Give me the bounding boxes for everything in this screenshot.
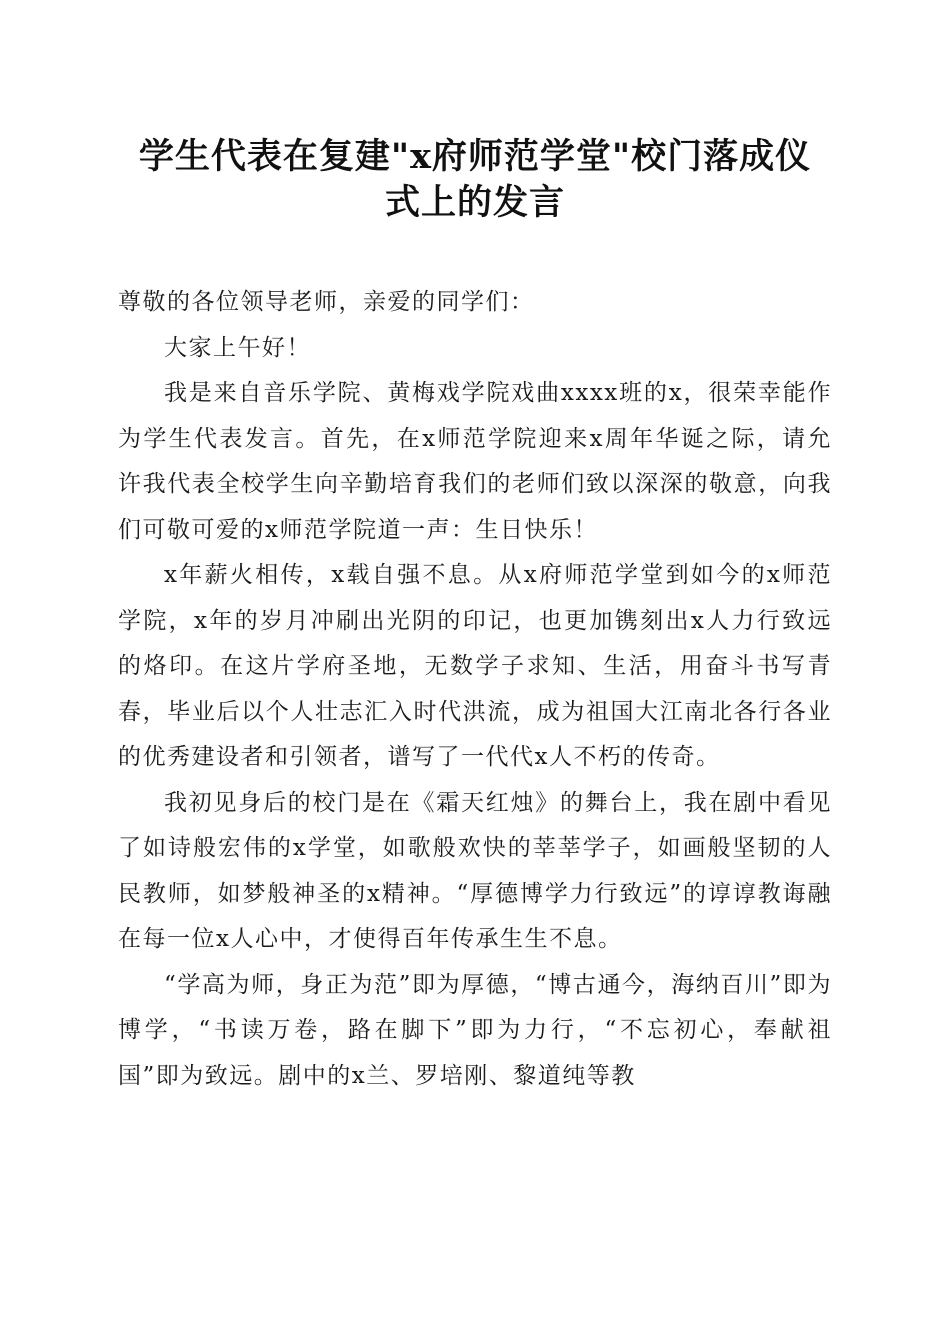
salutation: 尊敬的各位领导老师，亲爱的同学们： [118, 289, 535, 315]
paragraph-motto: “学高为师，身正为范”即为厚德，“博古通今，海纳百川”即为博学，“书读万卷，路在脚下”即为力行，“不忘初心，奉献祖国”即为致远。剧中的x兰、罗培刚、黎道纯等教 [118, 971, 832, 1089]
speech-body [118, 280, 832, 1099]
paragraph-introduction: 我是来自音乐学院、黄梅戏学院戏曲xxxx班的x，很荣幸能作为学生代表发言。首先，在x师范学院迎来x周年华诞之际，请允许我代表全校学生向辛勤培育我们的老师们致以深深的敬意，向我们可敬可爱的x师范学院道一声：生日快乐！ [118, 380, 832, 543]
paragraph-stage-play: 我初见身后的校门是在《霜天红烛》的舞台上，我在剧中看见了如诗般宏伟的x学堂，如歌般欢快的莘莘学子，如画般坚韧的人民教师，如梦般神圣的x精神。“厚德博学力行致远”的谆谆教诲融在每一位x人心中，才使得百年传承生生不息。 [118, 789, 832, 952]
paragraph-history: x年薪火相传，x载自强不息。从x府师范学堂到如今的x师范学院，x年的岁月冲刷出光阴的印记，也更加镌刻出x人力行致远的烙印。在这片学府圣地，无数学子求知、生活，用奋斗书写青春，毕业后以个人壮志汇入时代洪流，成为祖国大江南北各行各业的优秀建设者和引领者，谱写了一代代x人不朽的传奇。 [118, 562, 832, 770]
document-title [110, 134, 840, 226]
paragraph-greeting: 大家上午好！ [164, 334, 311, 361]
title-line-2: 式上的发言 [384, 182, 565, 223]
title-line-1: 学生代表在复建"x府师范学堂"校门落成仪 [138, 136, 812, 177]
